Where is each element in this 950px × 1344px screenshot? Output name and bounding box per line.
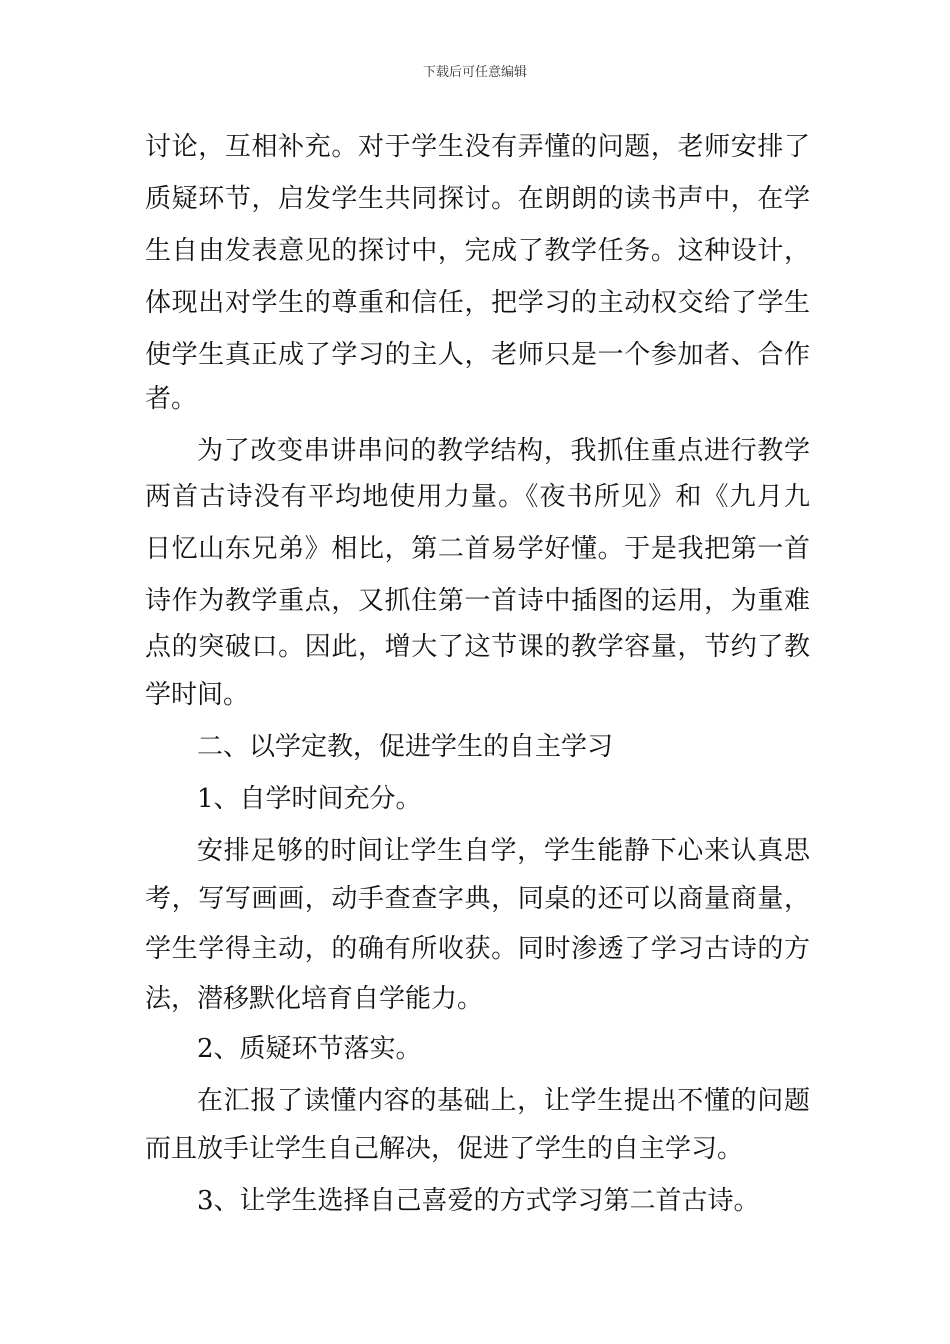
text-line: 讨论，互相补充。对于学生没有弄懂的问题，老师安排了: [145, 132, 810, 162]
text-line: 而且放手让学生自己解决，促进了学生的自主学习。: [145, 1134, 744, 1164]
text-line: 者。: [145, 384, 198, 414]
page-header: 下载后可任意编辑: [422, 65, 527, 80]
text-line: 体现出对学生的尊重和信任，把学习的主动权交给了学生: [145, 288, 810, 318]
text-line: 质疑环节，启发学生共同探讨。在朗朗的读书声中，在学: [145, 184, 810, 214]
text-line: 学生学得主动，的确有所收获。同时渗透了学习古诗的方: [145, 934, 810, 964]
text-line: 考，写写画画，动手查查字典，同桌的还可以商量商量，: [145, 884, 810, 914]
paragraph-first-line: 为了改变串讲串问的教学结构，我抓住重点进行教学: [197, 436, 810, 466]
subsection-heading: 1、自学时间充分。: [197, 784, 422, 814]
section-heading: 二、以学定教，促进学生的自主学习: [197, 732, 614, 762]
subsection-heading: 2、质疑环节落实。: [197, 1034, 422, 1064]
text-line: 两首古诗没有平均地使用力量。《夜书所见》和《九月九: [145, 482, 810, 512]
text-line: 日忆山东兄弟》相比，第二首易学好懂。于是我把第一首: [145, 534, 810, 564]
text-line: 学时间。: [145, 680, 250, 710]
text-line: 诗作为教学重点，又抓住第一首诗中插图的运用，为重难: [145, 586, 810, 616]
paragraph-first-line: 安排足够的时间让学生自学，学生能静下心来认真思: [197, 836, 810, 866]
paragraph-first-line: 在汇报了读懂内容的基础上，让学生提出不懂的问题: [197, 1086, 810, 1116]
subsection-heading: 3、让学生选择自己喜爱的方式学习第二首古诗。: [197, 1186, 760, 1216]
text-line: 生自由发表意见的探讨中，完成了教学任务。这种设计，: [145, 236, 810, 266]
text-line: 点的突破口。因此，增大了这节课的教学容量，节约了教: [145, 632, 810, 662]
text-line: 使学生真正成了学习的主人，老师只是一个参加者、合作: [145, 340, 810, 370]
text-line: 法，潜移默化培育自学能力。: [145, 984, 484, 1014]
